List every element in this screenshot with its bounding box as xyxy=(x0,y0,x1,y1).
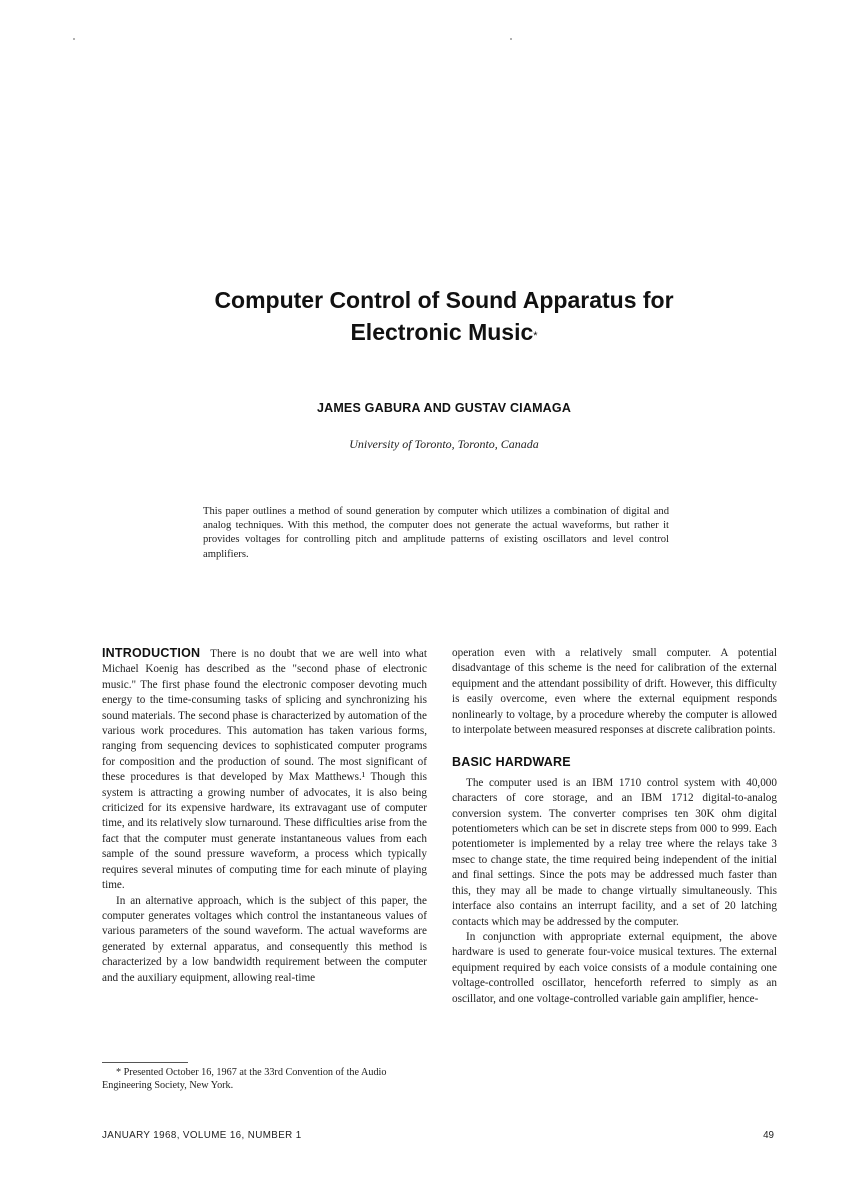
right-column xyxy=(452,646,777,1007)
authors: JAMES GABURA AND GUSTAV CIAMAGA xyxy=(316,401,572,415)
intro-paragraph-2: In an alternative approach, which is the subject of this paper, the computer generates voltages which control the instantaneous values of various parameters of the sound waveform. The actual waveforms are generated by external apparatus, and consequently this method is characterized by a low bandwidth requirement between the computer and the auxiliary equipment, allowing real-time xyxy=(102,894,427,984)
affiliation: University of Toronto, Toronto, Canada xyxy=(349,437,539,451)
hardware-paragraph-2: In conjunction with appropriate external equipment, the above hardware is used to generate four-voice musical textures. The external equipment required by each voice consists of a module containing one voltage-controlled oscillator, henceforth referred to simply as an oscillator, and one voltage-controlled variable gain amplifier, hence- xyxy=(452,930,777,1005)
hardware-paragraph-1: The computer used is an IBM 1710 control system with 40,000 characters of core storage, and an IBM 1712 digital-to-analog conversion system. The converter comprises ten 30K ohm digital potentiometers which can be set in discrete steps from 000 to 999. Each potentiometer is implemented by a relay tree where the relays take 3 msec to change state, the time required being independent of the initial and final settings. Since the pots may be addressed much faster than this, they may all be made to change virtually simultaneously. This interface also contains an interrupt facility, and a set of 20 latching contacts which may be addressed by the computer. xyxy=(452,776,777,928)
title-footnote-mark: * xyxy=(533,330,538,342)
page-number: 49 xyxy=(763,1130,774,1141)
intro-paragraph-1 xyxy=(102,646,427,894)
title-line-2: Electronic Music xyxy=(350,319,534,345)
article-title xyxy=(100,284,788,348)
title-line-1: Computer Control of Sound Apparatus for xyxy=(214,287,674,313)
intro-heading: INTRODUCTION xyxy=(102,646,201,660)
intro-paragraph-1-text: There is no doubt that we are well into what Michael Koenig has described as the "second phase of electronic music." The first phase found the electronic composer devoting much energy to the time-consuming tasks of splicing and synchronizing his sound materials. The second phase is characterized by automation of the various work procedures. This automation has taken various forms, ranging from sequencing devices to sophisticated computer programs for composition and the production of sound. The most significant of these procedures is that developed by Max Matthews.¹ Though this system is attracting a growing number of advocates, it is also being criticized for its expensive hardware, its extravagant use of computer time, and its relatively slow turnaround. These difficulties arise from the fact that the computer must generate instantaneous values from each sample of the sound pressure waveform, a process which typically requires several minutes of computing time for each minute of playing time. xyxy=(102,648,427,892)
abstract: This paper outlines a method of sound generation by computer which utilizes a combination of digital and analog techniques. With this method, the computer does not generate the actual waveforms, but rather it provides voltages for controlling pitch and amplitude patterns of existing oscillators and level control amplifiers. xyxy=(203,506,669,560)
journal-footer: JANUARY 1968, VOLUME 16, NUMBER 1 xyxy=(102,1130,302,1141)
footnote-rule xyxy=(102,1062,188,1063)
scan-speck xyxy=(73,38,75,40)
hardware-heading: BASIC HARDWARE xyxy=(452,755,571,770)
left-column xyxy=(102,646,427,986)
scan-speck xyxy=(510,38,512,40)
footnote: * Presented October 16, 1967 at the 33rd Convention of the Audio Engineering Society, New York. xyxy=(102,1067,387,1091)
continued-paragraph: operation even with a relatively small computer. A potential disadvantage of this scheme is the need for calibration of the external equipment and the attendant possibility of drift. However, this difficulty is easily overcome, even where the external equipment responds nonlinearly to voltage, by a procedure whereby the computer is allowed to interpolate between measured responses at discrete calibration points. xyxy=(452,647,777,737)
